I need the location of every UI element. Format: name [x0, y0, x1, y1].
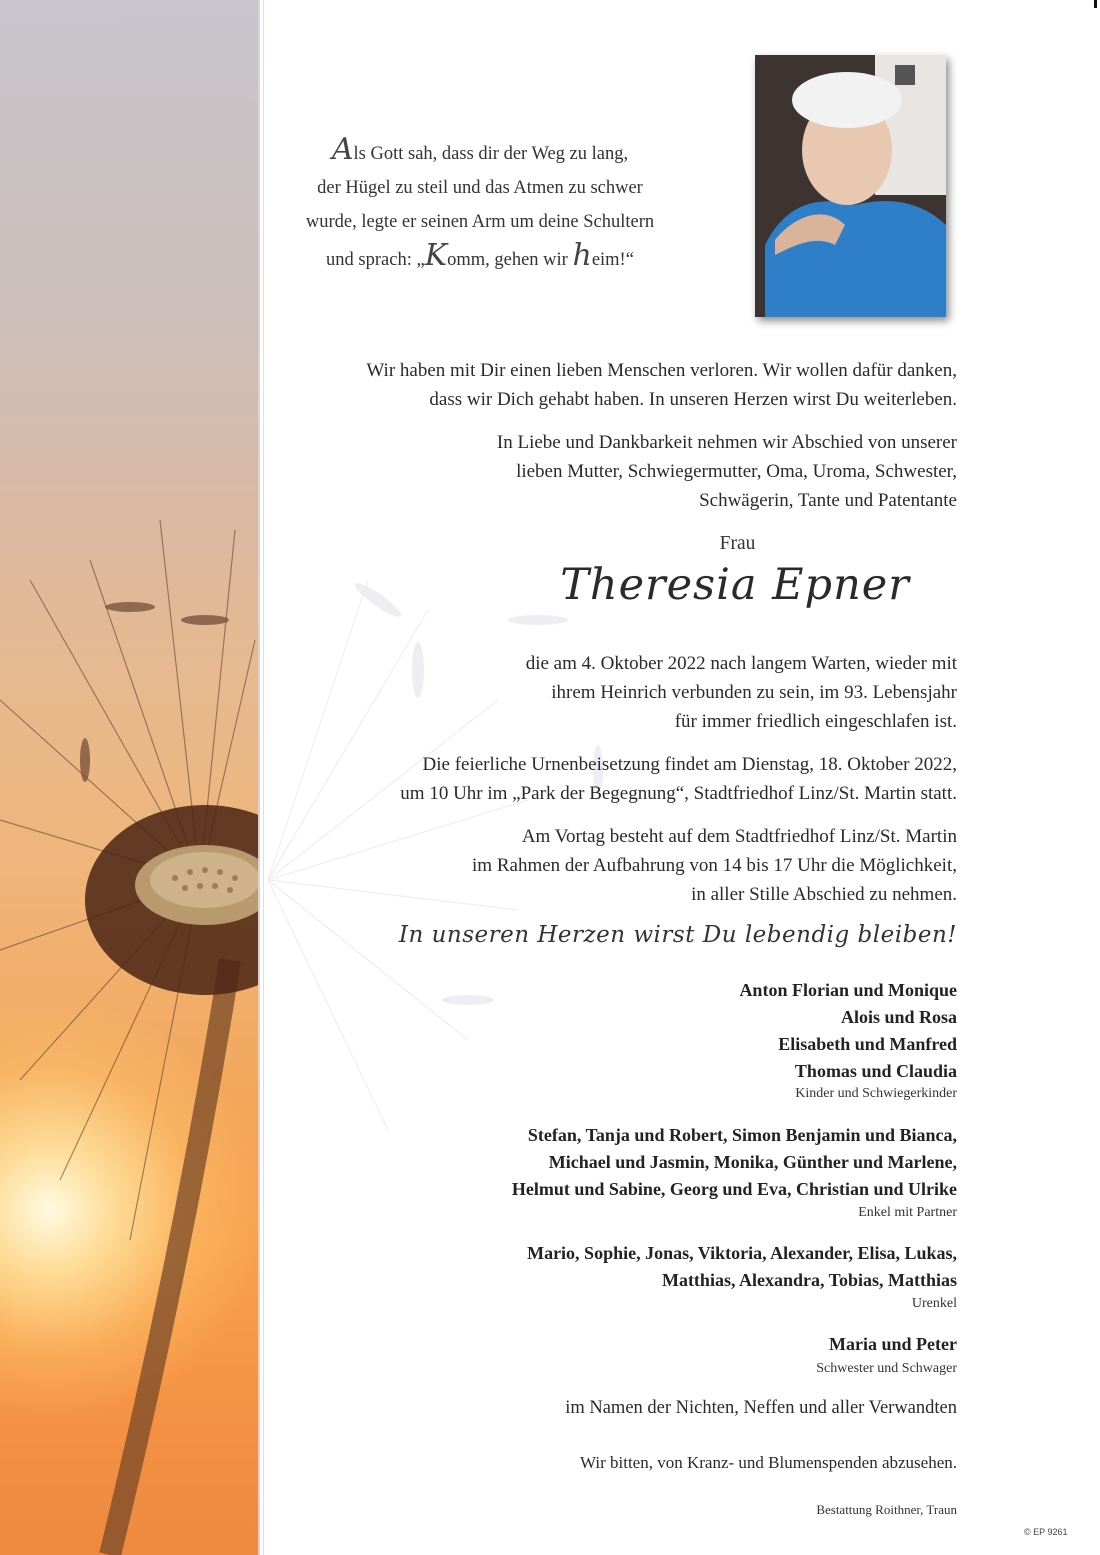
children-role: Kinder und Schwiegerkinder	[795, 1086, 957, 1101]
decorative-side-panel	[0, 0, 258, 1555]
relatives-line: im Namen der Nichten, Neffen und aller Verwandten	[565, 1398, 957, 1418]
siblings-role: Schwester und Schwager	[816, 1361, 957, 1376]
poem-line-1	[280, 133, 680, 171]
poem-line-4	[280, 239, 680, 277]
mourner-name: Maria und Peter	[829, 1334, 957, 1354]
corner-mark	[1094, 0, 1097, 8]
poem-text: omm, gehen wir	[447, 250, 573, 270]
great-grandchildren-role: Urenkel	[911, 1296, 957, 1311]
poem-text: eim!“	[591, 250, 634, 270]
text-line: lieben Mutter, Schwiegermutter, Oma, Uroma, Schwester,	[516, 461, 957, 482]
poem-line-2: der Hügel zu steil und das Atmen zu schwer	[317, 178, 643, 198]
mourner-name: Thomas und Claudia	[794, 1061, 957, 1081]
siblings-names	[829, 1331, 957, 1358]
text-line: Am Vortag besteht auf dem Stadtfriedhof Linz/St. Martin	[521, 826, 957, 847]
death-notice	[526, 649, 957, 736]
mourner-name: Alois und Rosa	[840, 1007, 957, 1027]
mourner-name: Stefan, Tanja und Robert, Simon Benjamin und Bianca,	[527, 1125, 957, 1145]
text-line: ihrem Heinrich verbunden zu sein, im 93. Lebensjahr	[551, 682, 957, 703]
grandchildren-names	[512, 1122, 957, 1203]
donation-request: Wir bitten, von Kranz- und Blumenspenden abzusehen.	[580, 1453, 957, 1472]
text-line: dass wir Dich gehabt haben. In unseren Herzen wirst Du weiterleben.	[429, 389, 957, 410]
text-line: für immer friedlich eingeschlafen ist.	[674, 711, 957, 732]
salutation: Frau	[719, 533, 756, 554]
mourner-name: Anton Florian und Monique	[739, 980, 957, 1000]
poem	[280, 133, 680, 277]
print-code: © EP 9261	[1024, 1527, 1068, 1537]
mourner-name: Helmut und Sabine, Georg und Eva, Christian und Ulrike	[511, 1179, 957, 1199]
undertaker: Bestattung Roithner, Traun	[816, 1502, 957, 1517]
text-line: die am 4. Oktober 2022 nach langem Warten, wieder mit	[525, 653, 957, 674]
poem-text: und sprach: „	[326, 250, 425, 270]
poem-text: ls Gott sah, dass dir der Weg zu lang,	[353, 144, 629, 164]
mourner-name: Michael und Jasmin, Monika, Günther und Marlene,	[548, 1152, 957, 1172]
text-line: im Rahmen der Aufbahrung von 14 bis 17 Uhr die Möglichkeit,	[472, 855, 957, 876]
text-line: Wir haben mit Dir einen lieben Menschen verloren. Wir wollen dafür danken,	[366, 360, 957, 381]
portrait-image	[755, 55, 946, 317]
viewing-info	[472, 822, 957, 909]
great-grandchildren-names	[527, 1240, 957, 1294]
mourner-name: Matthias, Alexandra, Tobias, Matthias	[661, 1270, 957, 1290]
panel-divider	[258, 0, 268, 1555]
text-line: um 10 Uhr im „Park der Begegnung“, Stadtfriedhof Linz/St. Martin statt.	[400, 783, 957, 804]
mourner-name: Elisabeth und Manfred	[778, 1034, 957, 1054]
farewell-paragraph	[497, 428, 957, 515]
poem-initial: A	[331, 132, 354, 167]
ceremony-info	[400, 750, 957, 808]
motto: In unseren Herzen wirst Du lebendig bleiben!	[398, 922, 957, 948]
text-line: in aller Stille Abschied zu nehmen.	[691, 884, 957, 905]
dandelion-image	[0, 0, 258, 1555]
portrait-photo	[755, 55, 946, 317]
poem-initial: h	[572, 238, 592, 273]
mourner-name: Mario, Sophie, Jonas, Viktoria, Alexander, Elisa, Lukas,	[527, 1243, 957, 1263]
poem-initial: K	[424, 238, 448, 273]
text-line: Schwägerin, Tante und Patentante	[699, 490, 957, 511]
children-names	[739, 977, 957, 1085]
text-line: In Liebe und Dankbarkeit nehmen wir Abschied von unserer	[496, 432, 957, 453]
deceased-name: Theresia Epner	[560, 560, 910, 610]
intro-paragraph	[366, 356, 957, 414]
poem-line-3: wurde, legte er seinen Arm um deine Schultern	[305, 212, 655, 232]
text-line: Die feierliche Urnenbeisetzung findet am Dienstag, 18. Oktober 2022,	[422, 754, 957, 775]
grandchildren-role: Enkel mit Partner	[858, 1205, 957, 1220]
